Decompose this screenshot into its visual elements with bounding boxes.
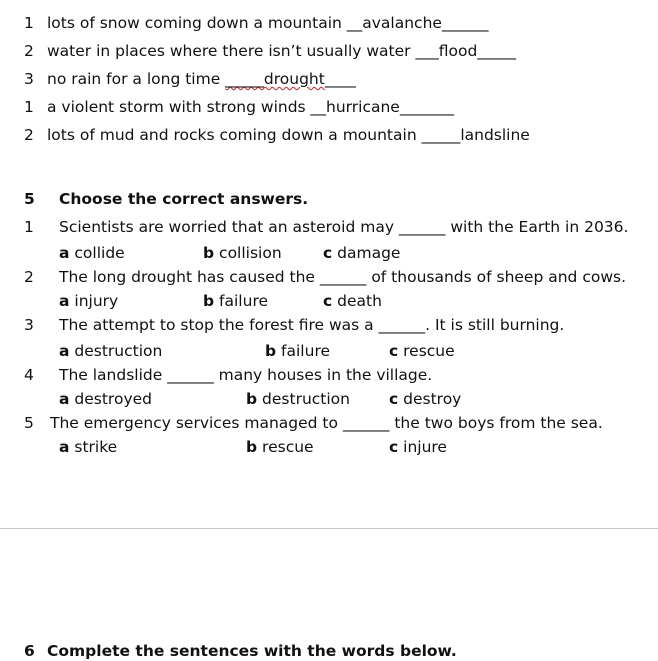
- vocab-item-blank: ____: [324, 70, 356, 88]
- option-a: a collide: [59, 244, 125, 262]
- option-c: c rescue: [389, 342, 455, 360]
- question-number: 2: [24, 268, 34, 286]
- option-c: c injure: [389, 438, 447, 456]
- question-text: Scientists are worried that an asteroid may ______ with the Earth in 2036.: [59, 218, 629, 236]
- option-b: b rescue: [246, 438, 314, 456]
- spellcheck-underlined-answer: _____drought: [225, 70, 325, 88]
- option-c: c destroy: [389, 390, 462, 408]
- option-c: c damage: [323, 244, 401, 262]
- vocab-item-text: no rain for a long time: [47, 70, 226, 88]
- question-text: The landslide ______ many houses in the village.: [59, 366, 433, 384]
- vocab-number: 3: [24, 70, 34, 88]
- option-b: b failure: [203, 292, 269, 310]
- option-a: a destroyed: [59, 390, 152, 408]
- exercise-number: 6: [24, 642, 35, 660]
- option-c: c death: [323, 292, 382, 310]
- vocab-item: water in places where there isn’t usually water ___flood_____: [47, 42, 517, 60]
- vocab-item: a violent storm with strong winds __hurricane_______: [47, 98, 455, 116]
- option-a: a strike: [59, 438, 118, 456]
- question-text: The attempt to stop the forest fire was a ______. It is still burning.: [59, 316, 565, 334]
- question-number: 4: [24, 366, 34, 384]
- vocab-number: 1: [24, 98, 34, 116]
- question-number: 3: [24, 316, 34, 334]
- question-number: 5: [24, 414, 34, 432]
- vocab-item: lots of mud and rocks coming down a mountain _____landsline: [47, 126, 530, 144]
- vocab-number: 2: [24, 126, 34, 144]
- page-divider: [0, 528, 658, 529]
- question-text: The emergency services managed to ______ the two boys from the sea.: [50, 414, 603, 432]
- vocab-item: lots of snow coming down a mountain __avalanche______: [47, 14, 489, 32]
- option-b: b collision: [203, 244, 282, 262]
- question-number: 1: [24, 218, 34, 236]
- vocab-number: 2: [24, 42, 34, 60]
- option-b: b failure: [265, 342, 331, 360]
- exercise-number: 5: [24, 190, 35, 208]
- question-text: The long drought has caused the ______ of thousands of sheep and cows.: [59, 268, 627, 286]
- option-b: b destruction: [246, 390, 350, 408]
- exercise-heading: Complete the sentences with the words below.: [47, 642, 457, 660]
- option-a: a destruction: [59, 342, 163, 360]
- vocab-item: [47, 69, 356, 89]
- vocab-number: 1: [24, 14, 34, 32]
- exercise-heading: Choose the correct answers.: [59, 190, 309, 208]
- option-a: a injury: [59, 292, 119, 310]
